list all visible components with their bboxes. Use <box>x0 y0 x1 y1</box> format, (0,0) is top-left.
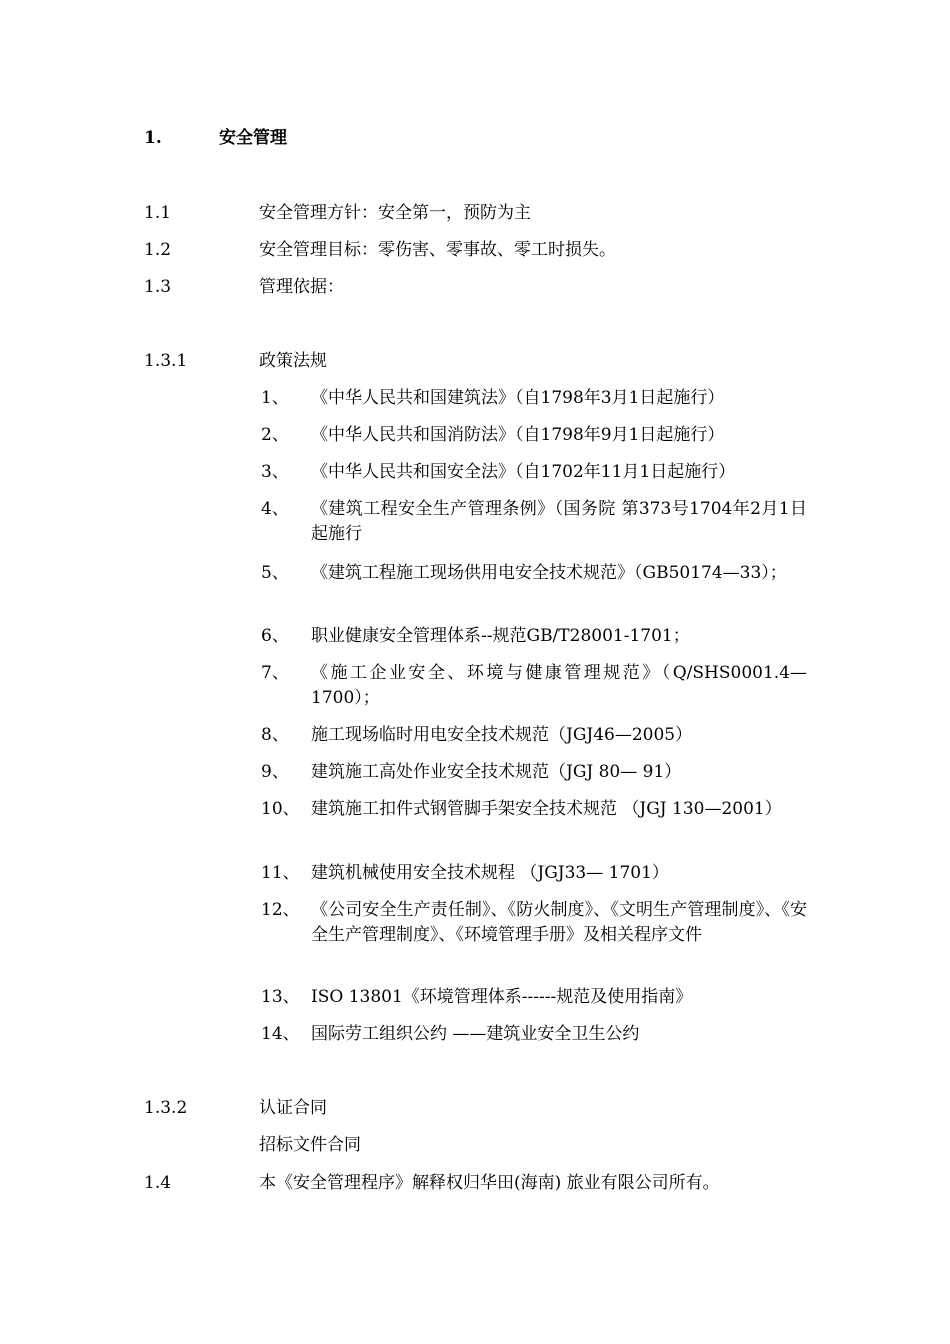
list-item-text: 建筑机械使用安全技术规程 （JGJ33— 1701） <box>311 863 669 883</box>
list-item-number: 11、 <box>261 863 300 883</box>
clause-number: 1.4 <box>144 1173 172 1193</box>
list-item-number: 5、 <box>261 563 289 583</box>
list-item-text: 《建筑工程安全生产管理条例》（国务院 第373号1704年2月1日起施行 <box>311 499 807 544</box>
list-item-text: 职业健康安全管理体系--规范GB/T28001-1701； <box>311 626 690 646</box>
list-item-number: 4、 <box>261 499 289 519</box>
list-item-text: 《中华人民共和国安全法》（自1702年11月1日起施行） <box>311 462 736 482</box>
list-item-number: 12、 <box>261 900 300 920</box>
list-item-number: 8、 <box>261 725 289 745</box>
list-item-number: 13、 <box>261 987 300 1007</box>
clause-text: 安全管理方针：安全第一，预防为主 <box>259 203 531 223</box>
list-item-text: 建筑施工高处作业安全技术规范（JGJ 80— 91） <box>311 762 682 782</box>
list-item-text: 施工现场临时用电安全技术规范（JGJ46—2005） <box>311 725 693 745</box>
list-item-number: 9、 <box>261 762 289 782</box>
list-item-number: 2、 <box>261 425 289 445</box>
clause-text: 管理依据： <box>259 277 344 297</box>
clause-number: 1.1 <box>144 203 172 223</box>
list-item-number: 3、 <box>261 462 289 482</box>
list-item-text: 建筑施工扣件式钢管脚手架安全技术规范 （JGJ 130—2001） <box>311 799 782 819</box>
list-item-text: 《中华人民共和国消防法》（自1798年9月1日起施行） <box>311 425 725 445</box>
list-item-number: 7、 <box>261 663 289 683</box>
clause-extra-text: 招标文件合同 <box>259 1135 361 1155</box>
clause-text: 安全管理目标：零伤害、零事故、零工时损失。 <box>259 240 616 260</box>
list-item-text: 《公司安全生产责任制》、《防火制度》、《文明生产管理制度》、《安全生产管理制度》、《环境管理手册》及相关程序文件 <box>311 900 807 945</box>
list-item-text: 《建筑工程施工现场供用电安全技术规范》（GB50174—33）； <box>311 563 787 583</box>
clause-text: 认证合同 <box>259 1098 327 1118</box>
list-item-number: 6、 <box>261 626 289 646</box>
list-item-number: 1、 <box>261 388 289 408</box>
clause-number: 1.3.1 <box>144 351 188 371</box>
clause-number: 1.2 <box>144 240 172 260</box>
list-item-number: 14、 <box>261 1024 300 1044</box>
section-title: 安全管理 <box>219 128 287 148</box>
clause-text: 政策法规 <box>259 351 327 371</box>
clause-text: 本《安全管理程序》解释权归华田(海南) 旅业有限公司所有。 <box>259 1173 720 1193</box>
list-item-number: 10、 <box>261 799 300 819</box>
list-item-text: 国际劳工组织公约 ——建筑业安全卫生公约 <box>311 1024 640 1044</box>
section-number: 1. <box>144 128 162 148</box>
clause-number: 1.3.2 <box>144 1098 188 1118</box>
list-item-text: 《中华人民共和国建筑法》（自1798年3月1日起施行） <box>311 388 725 408</box>
clause-number: 1.3 <box>144 277 172 297</box>
list-item-text: 《施工企业安全、环境与健康管理规范》（Q/SHS0001.4—1700）； <box>311 663 807 708</box>
list-item-text: ISO 13801《环境管理体系------规范及使用指南》 <box>311 987 693 1007</box>
